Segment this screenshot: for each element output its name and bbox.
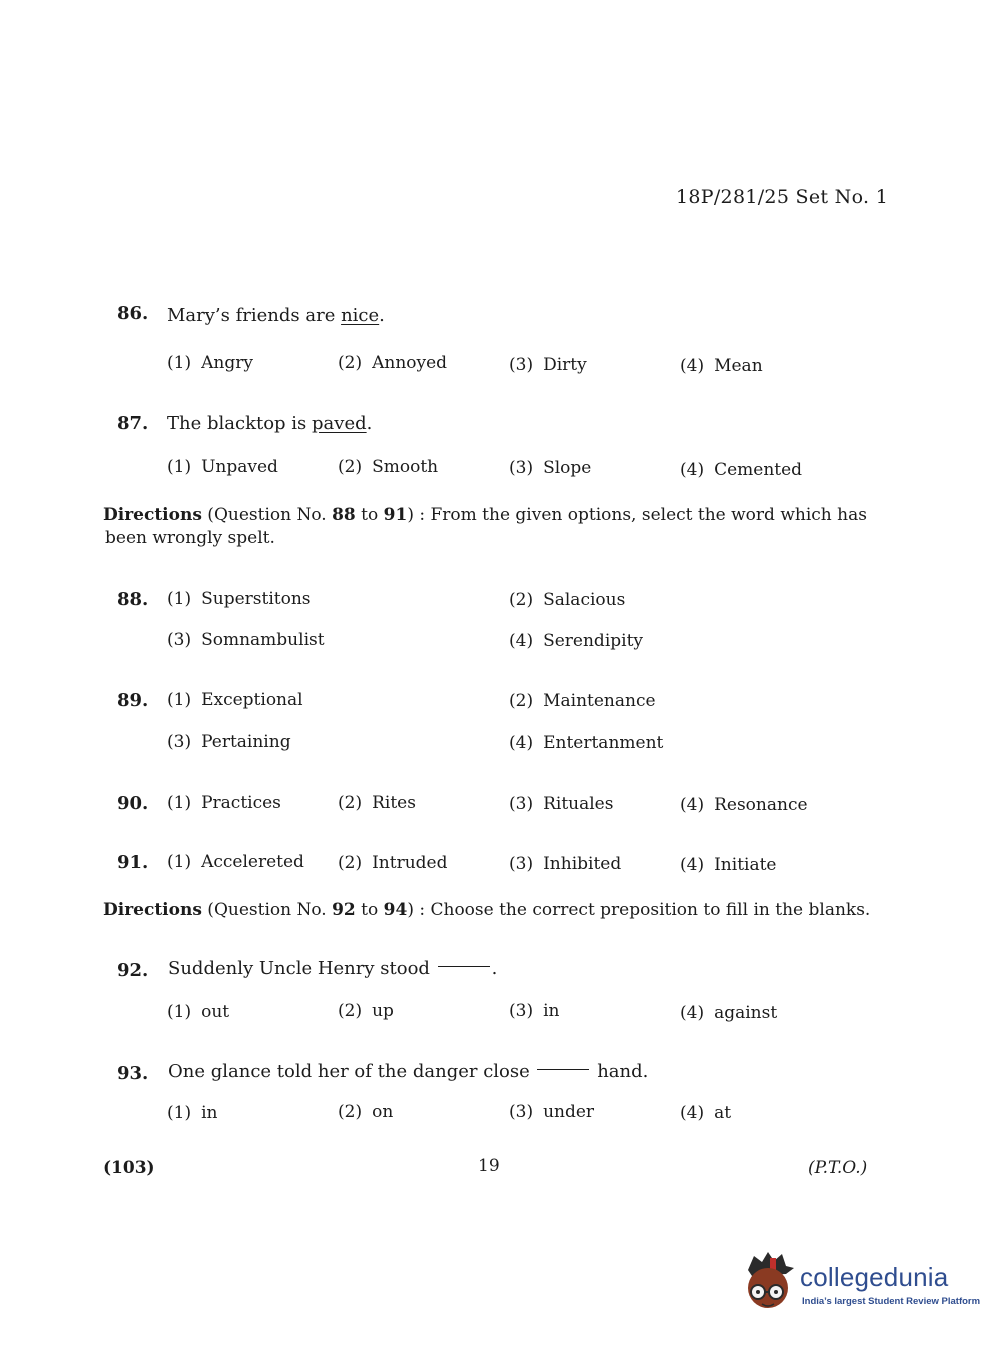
option-3: (3) Inhibited xyxy=(509,854,622,874)
option-3: (3) Slope xyxy=(509,458,592,478)
question-number: 92. xyxy=(117,960,149,981)
question-text-part: hand. xyxy=(591,1061,649,1082)
question-number: 93. xyxy=(117,1063,149,1084)
option-2: (2) up xyxy=(338,1001,394,1021)
mascot-icon xyxy=(740,1248,800,1312)
question-text-part: The blacktop is xyxy=(167,413,313,434)
question-text xyxy=(168,958,497,979)
option-4: (4) Entertanment xyxy=(509,733,664,753)
question-number: 91. xyxy=(117,852,149,873)
pto-label: (P.T.O.) xyxy=(808,1158,868,1178)
collegedunia-watermark xyxy=(740,1248,981,1318)
set-code: 18P/281/25 Set No. 1 xyxy=(676,186,889,208)
question-number: 86. xyxy=(117,303,149,324)
underlined-word: nice xyxy=(341,305,380,326)
option-4: (4) Serendipity xyxy=(509,631,644,651)
option-1: (1) Exceptional xyxy=(167,690,303,710)
question-number: 90. xyxy=(117,793,149,814)
option-3: (3) Rituales xyxy=(509,794,614,814)
fill-in-blank xyxy=(438,966,490,967)
question-text-part: Suddenly Uncle Henry stood xyxy=(168,958,436,979)
option-3: (3) Pertaining xyxy=(167,732,291,752)
option-2: (2) Smooth xyxy=(338,457,439,477)
option-2: (2) Intruded xyxy=(338,853,448,873)
option-2: (2) on xyxy=(338,1102,394,1122)
option-4: (4) Cemented xyxy=(680,460,803,480)
option-2: (2) Rites xyxy=(338,793,416,813)
option-2: (2) Maintenance xyxy=(509,691,656,711)
option-1: (1) Accelereted xyxy=(167,852,304,872)
option-1: (1) Superstitons xyxy=(167,589,311,609)
option-4: (4) against xyxy=(680,1003,778,1023)
question-number: 87. xyxy=(117,413,149,434)
option-1: (1) Practices xyxy=(167,793,281,813)
fill-in-blank xyxy=(537,1069,589,1070)
question-text xyxy=(167,413,372,434)
question-text-part: . xyxy=(366,413,373,434)
option-4: (4) Resonance xyxy=(680,795,808,815)
brand-name: collegedunia xyxy=(800,1262,949,1292)
option-4: (4) at xyxy=(680,1103,732,1123)
question-number: 88. xyxy=(117,589,149,610)
option-3: (3) under xyxy=(509,1102,595,1122)
question-text xyxy=(168,1061,648,1082)
directions-line-2: been wrongly spelt. xyxy=(105,528,275,548)
option-1: (1) in xyxy=(167,1103,218,1123)
option-1: (1) Angry xyxy=(167,353,253,373)
brand-tagline: India’s largest Student Review Platform xyxy=(802,1296,981,1307)
question-text-part: Mary’s friends are xyxy=(167,305,342,326)
option-3: (3) in xyxy=(509,1001,560,1021)
question-text-part: One glance told her of the danger close xyxy=(168,1061,536,1082)
option-3: (3) Somnambulist xyxy=(167,630,325,650)
option-4: (4) Mean xyxy=(680,356,763,376)
option-1: (1) Unpaved xyxy=(167,457,278,477)
option-1: (1) out xyxy=(167,1002,230,1022)
option-2: (2) Annoyed xyxy=(338,353,448,373)
directions-line: Directions (Question No. 92 to 94) : Choose the correct preposition to fill in the blanks. xyxy=(103,900,871,920)
question-number: 89. xyxy=(117,690,149,711)
option-2: (2) Salacious xyxy=(509,590,626,610)
question-text-part: . xyxy=(491,958,498,979)
underlined-word: paved xyxy=(312,413,367,434)
option-4: (4) Initiate xyxy=(680,855,777,875)
option-3: (3) Dirty xyxy=(509,355,587,375)
booklet-code: (103) xyxy=(103,1158,155,1178)
question-text-part: . xyxy=(379,305,385,326)
directions-line-1: Directions (Question No. 88 to 91) : From the given options, select the word which has xyxy=(103,505,867,525)
question-text xyxy=(167,305,385,326)
page-number: 19 xyxy=(478,1156,500,1176)
